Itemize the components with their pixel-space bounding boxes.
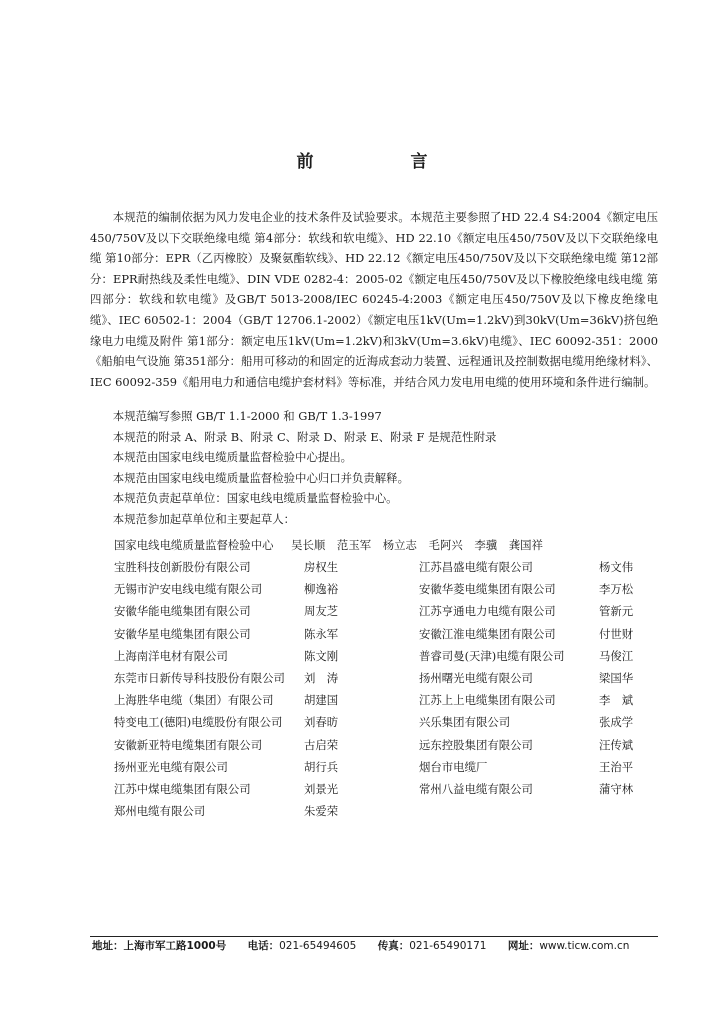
- organization-cell: 安徽华菱电缆集团有限公司: [419, 582, 556, 597]
- person-cell: 刘景光: [304, 781, 339, 796]
- person-cell: 张成学: [599, 715, 634, 730]
- drafter-table: [114, 556, 669, 822]
- person-cell: 付世财: [599, 626, 634, 641]
- person-cell: 李 斌: [599, 693, 634, 708]
- paragraph-interpretation: 本规范由国家电线电缆质量监督检验中心归口并负责解释。: [112, 470, 409, 485]
- page-footer: [92, 938, 656, 953]
- person-cell: 管新元: [599, 604, 634, 619]
- person-cell: 胡行兵: [304, 759, 339, 774]
- organization-cell: 安徽华星电缆集团有限公司: [114, 626, 251, 641]
- footer-address: [92, 940, 226, 952]
- lead-person: 毛阿兴: [428, 538, 463, 552]
- organization-cell: 扬州亚光电缆有限公司: [114, 759, 228, 774]
- organization-cell: 郑州电缆有限公司: [114, 804, 206, 819]
- table-row: [114, 578, 669, 600]
- organization-cell: 东莞市日新传导科技股份有限公司: [114, 671, 285, 686]
- person-cell: 刘 涛: [304, 671, 339, 686]
- organization-cell: 安徽华能电缆集团有限公司: [114, 604, 251, 619]
- table-row: [114, 800, 669, 822]
- person-cell: [599, 800, 669, 822]
- table-row: [114, 689, 669, 711]
- organization-cell: 安徽新亚特电缆集团有限公司: [114, 737, 263, 752]
- person-cell: 蒲守林: [599, 781, 634, 796]
- person-cell: 朱爱荣: [304, 804, 339, 819]
- organization-cell: 普睿司曼(天津)电缆有限公司: [419, 648, 565, 663]
- person-cell: 胡建国: [304, 693, 339, 708]
- table-row: [114, 756, 669, 778]
- intro-paragraph: 本规范的编制依据为风力发电企业的技术条件及试验要求。本规范主要参照了HD 22.4 S4:2004《额定电压450/750V及以下交联绝缘电缆 第4部分：软线和软电缆》、HD 22.10《额定电压450/750V及以下交联绝缘电缆 第10部分：EPR（乙丙橡胶）及聚氨酯软线》、HD 22.12《额定电压450/750V及以下交联绝缘电缆 第12部分：EPR耐热线及柔性电缆》、DIN VDE 0282-4：2005-02《额定电压450/750V及以下橡胶绝缘电线电缆 第四部分：软线和软电缆》及GB/T 5013-2008/IEC 60245-4:2003《额定电压450/750V及以下橡皮绝缘电缆》、IEC 60502-1：2004（GB/T 12706.1-2002）《额定电压1kV(Um=1.2kV)到30kV(Um=36kV)挤包绝缘电力电缆及附件 第1部分：额定电压1kV(Um=1.2kV)和3kV(Um=3.6kV)电缆》、IEC 60092-351：2000《船舶电气设施 第351部分：船用可移动的和固定的近海成套动力装置、远程通讯及控制数据电缆用绝缘材料》、IEC 60092-359《船用电力和通信电缆护套材料》等标准，并结合风力发电用电缆的使用环境和条件进行编制。: [90, 210, 658, 389]
- organization-cell: 宝胜科技创新股份有限公司: [114, 560, 251, 575]
- phone-label: 电话：: [247, 940, 280, 952]
- person-cell: 陈文刚: [304, 648, 339, 663]
- person-cell: 刘春昉: [304, 715, 339, 730]
- person-cell: 古启荣: [304, 737, 339, 752]
- web-label: 网址：: [507, 940, 540, 952]
- fax-label: 传真：: [377, 940, 410, 952]
- table-row: [114, 734, 669, 756]
- organization-cell: 烟台市电缆厂: [419, 759, 488, 774]
- organization-cell: 扬州曙光电缆有限公司: [419, 671, 533, 686]
- organization-cell: 安徽江淮电缆集团有限公司: [419, 626, 556, 641]
- fax-value: 021-65490171: [409, 940, 487, 952]
- table-row: [114, 778, 669, 800]
- paragraph-lead-drafter: 本规范负责起草单位：国家电线电缆质量监督检验中心。: [112, 491, 398, 506]
- lead-organization-row: [114, 537, 551, 553]
- organization-cell: 上海胜华电缆（集团）有限公司: [114, 693, 274, 708]
- person-cell: 柳逸裕: [304, 582, 339, 597]
- person-cell: 周友芝: [304, 604, 339, 619]
- organization-cell: 上海南洋电材有限公司: [114, 648, 228, 663]
- lead-person: 范玉军: [336, 538, 372, 552]
- lead-person: 龚国祥: [508, 538, 543, 552]
- person-cell: 李万松: [599, 582, 634, 597]
- organization-cell: 江苏中煤电缆集团有限公司: [114, 781, 251, 796]
- paragraph-proposer: 本规范由国家电线电缆质量监督检验中心提出。: [112, 450, 353, 465]
- organization-cell: 兴乐集团有限公司: [419, 715, 511, 730]
- page-title: 前 言: [296, 152, 468, 172]
- lead-person: 李骥: [474, 538, 498, 552]
- person-cell: 汪传斌: [599, 737, 634, 752]
- paragraph-appendices: 本规范的附录 A、附录 B、附录 C、附录 D、附录 E、附录 F 是规范性附录: [112, 429, 497, 444]
- organization-cell: 无锡市沪安电线电缆有限公司: [114, 582, 263, 597]
- footer-website: [508, 940, 630, 952]
- lead-person: 吴长顺: [291, 538, 326, 552]
- phone-value: 021-65494605: [279, 940, 357, 952]
- footer-divider: [90, 936, 658, 937]
- person-cell: 马俊江: [599, 648, 634, 663]
- person-cell: 王治平: [599, 759, 634, 774]
- lead-person: 杨立志: [382, 538, 417, 552]
- organization-cell: 远东控股集团有限公司: [419, 737, 533, 752]
- table-row: [114, 667, 669, 689]
- person-cell: 房权生: [304, 560, 339, 575]
- paragraph-standard-reference: 本规范编写参照 GB/T 1.1-2000 和 GB/T 1.3-1997: [112, 409, 382, 423]
- table-row: [114, 623, 669, 645]
- statement-list: [90, 406, 658, 530]
- table-row: [114, 645, 669, 667]
- table-row: [114, 711, 669, 733]
- table-row: [114, 556, 669, 578]
- organization-cell: 特变电工(德阳)电缆股份有限公司: [114, 715, 283, 730]
- person-cell: 杨文伟: [599, 560, 634, 575]
- person-cell: 梁国华: [599, 671, 634, 686]
- person-cell: 陈永军: [304, 626, 339, 641]
- address-label: 地址：: [92, 940, 124, 952]
- organization-cell: 常州八益电缆有限公司: [419, 781, 533, 796]
- web-value: www.ticw.com.cn: [539, 940, 630, 952]
- address-value: 上海市军工路1000号: [123, 940, 227, 952]
- lead-organization-name: 国家电线电缆质量监督检验中心: [114, 538, 274, 552]
- organization-cell: 江苏昌盛电缆有限公司: [419, 560, 533, 575]
- paragraph-participants-heading: 本规范参加起草单位和主要起草人：: [112, 511, 296, 526]
- footer-fax: [378, 940, 487, 952]
- footer-phone: [248, 940, 357, 952]
- organization-cell: 江苏亨通电力电缆有限公司: [419, 604, 556, 619]
- table-row: [114, 600, 669, 622]
- organization-cell: [419, 800, 599, 822]
- organization-cell: 江苏上上电缆集团有限公司: [419, 693, 556, 708]
